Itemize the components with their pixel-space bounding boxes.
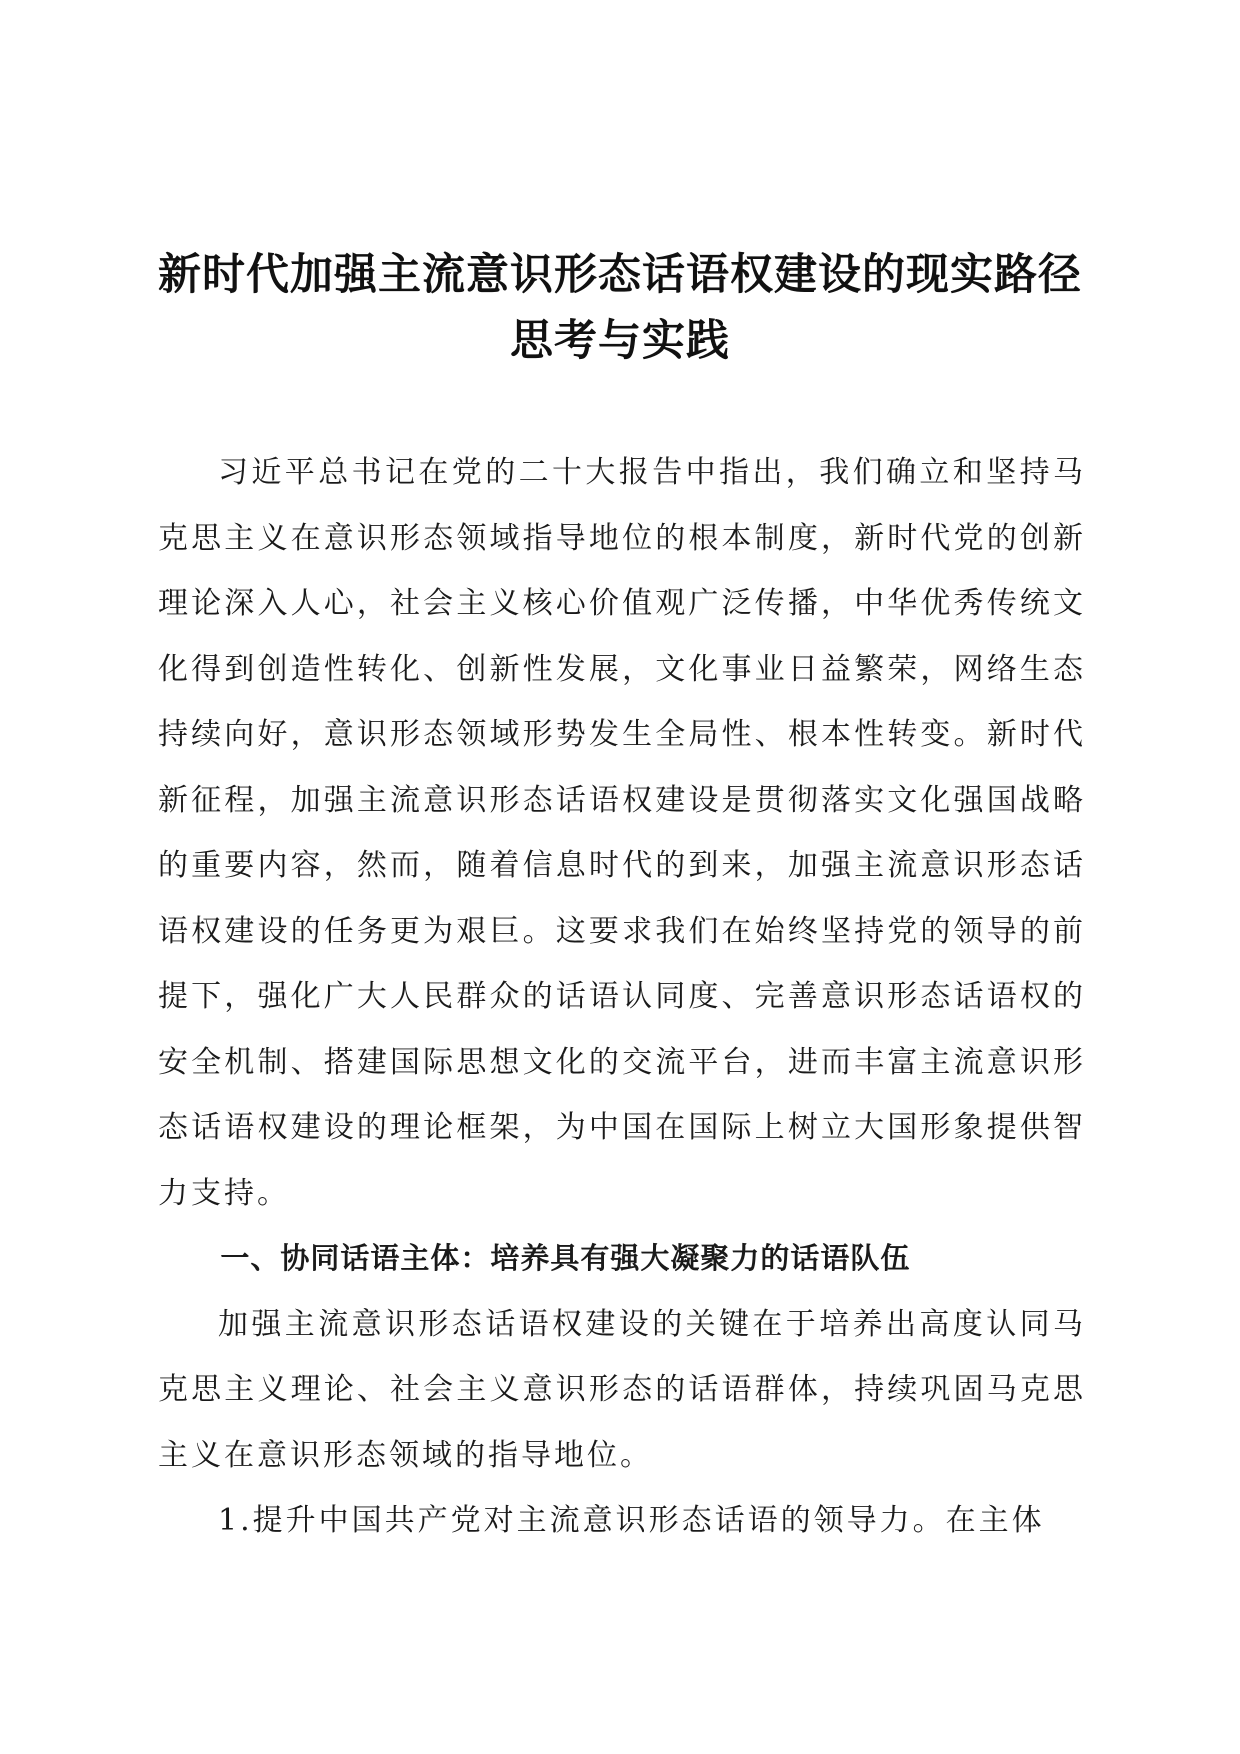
section-heading: 一、协同话语主体：培养具有强大凝聚力的话语队伍 — [220, 1241, 911, 1275]
intro-paragraph: 习近平总书记在党的二十大报告中指出，我们确立和坚持马克思主义在意识形态领域指导地位的根本制度，新时代党的创新理论深入人心，社会主义核心价值观广泛传播，中华优秀传统文化得到创造性转化、创新性发展，文化事业日益繁荣，网络生态持续向好，意识形态领域形势发生全局性、根本性转变。新时代新征程，加强主流意识形态话语权建设是贯彻落实文化强国战略的重要内容，然而，随着信息时代的到来，加强主流意识形态话语权建设的任务更为艰巨。这要求我们在始终坚持党的领导的前提下，强化广大人民群众的话语认同度、完善意识形态话语权的安全机制、搭建国际思想文化的交流平台，进而丰富主流意识形态话语权建设的理论框架，为中国在国际上树立大国形象提供智力支持。 — [158, 455, 1086, 1211]
numbered-paragraph: 1.提升中国共产党对主流意识形态话语的领导力。在主体 — [218, 1503, 1045, 1538]
document-body — [158, 440, 1086, 1554]
document-title: 新时代加强主流意识形态话语权建设的现实路径思考与实践 — [158, 250, 1082, 366]
section-paragraph: 加强主流意识形态话语权建设的关键在于培养出高度认同马克思主义理论、社会主义意识形态的话语群体，持续巩固马克思主义在意识形态领域的指导地位。 — [158, 1306, 1086, 1473]
